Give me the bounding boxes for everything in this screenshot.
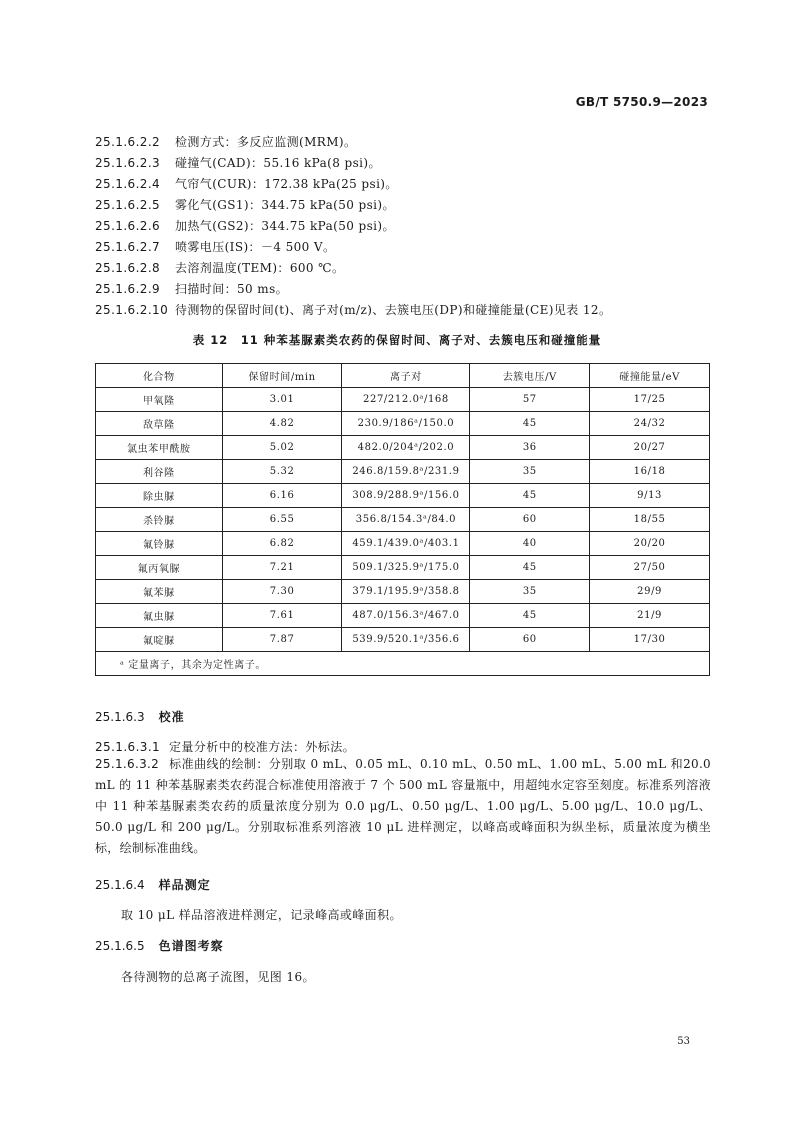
column-header: 去簇电压/V — [470, 364, 590, 388]
column-header: 化合物 — [96, 364, 223, 388]
table-cell: 杀铃脲 — [96, 508, 223, 532]
table-cell: 227/212.0ᵃ/168 — [342, 388, 470, 412]
table-cell: 482.0/204ᵃ/202.0 — [342, 436, 470, 460]
table-cell: 18/55 — [590, 508, 710, 532]
table-cell: 氟虫脲 — [96, 604, 223, 628]
clause-text: 碰撞气(CAD)：55.16 kPa(8 psi)。 — [175, 156, 381, 170]
table-cell: 6.82 — [222, 532, 342, 556]
list-item — [95, 280, 288, 297]
table-cell: 7.61 — [222, 604, 342, 628]
table-row — [96, 604, 710, 628]
table-cell: 35 — [470, 580, 590, 604]
table-cell: 45 — [470, 556, 590, 580]
column-header: 保留时间/min — [222, 364, 342, 388]
section-number: 25.1.6.5 — [95, 939, 145, 953]
paragraph-text: 标准曲线的绘制：分别取 0 mL、0.05 mL、0.10 mL、0.50 mL、1.00 mL、5.00 mL 和20.0 mL 的 11 种苯基脲素类农药混合标准使用溶液于 7 个 500 mL 容量瓶中，用超纯水定容至刻度。标准系列溶液中 11 种苯基脲素类农药的质量浓度分别为 0.0 μg/L、0.50 μg/L、1.00 μg/L、5.00 μg/L、10.0 μg/L、50.0 μg/L 和 200 μg/L。分别取标准系列溶液 10 μL 进样测定，以峰高或峰面积为纵坐标，质量浓度为横坐标，绘制标准曲线。 — [95, 757, 711, 855]
column-header: 碰撞能量/eV — [590, 364, 710, 388]
table-cell: 45 — [470, 604, 590, 628]
table-cell: 17/30 — [590, 628, 710, 652]
table-cell: 16/18 — [590, 460, 710, 484]
table-row — [96, 580, 710, 604]
table-cell: 60 — [470, 508, 590, 532]
clause-number: 25.1.6.2.8 — [95, 261, 161, 275]
table-cell: 246.8/159.8ᵃ/231.9 — [342, 460, 470, 484]
clause-number: 25.1.6.2.5 — [95, 198, 161, 212]
table-cell: 氟啶脲 — [96, 628, 223, 652]
table-cell: 氯虫苯甲酰胺 — [96, 436, 223, 460]
table-row — [96, 508, 710, 532]
table-row — [96, 388, 710, 412]
list-item — [95, 301, 611, 318]
clause-number: 25.1.6.2.10 — [95, 303, 169, 317]
table-cell: 459.1/439.0ᵃ/403.1 — [342, 532, 470, 556]
table-cell: 甲氧隆 — [96, 388, 223, 412]
column-header: 离子对 — [342, 364, 470, 388]
clause-text: 待测物的保留时间(t)、离子对(m/z)、去簇电压(DP)和碰撞能量(CE)见表 12。 — [175, 303, 612, 317]
clause-number: 25.1.6.3.2 — [95, 757, 160, 771]
table-cell: 57 — [470, 388, 590, 412]
table-cell: 7.21 — [222, 556, 342, 580]
table-cell: 7.87 — [222, 628, 342, 652]
table-cell: 36 — [470, 436, 590, 460]
table-cell: 356.8/154.3ᵃ/84.0 — [342, 508, 470, 532]
table-cell: 487.0/156.3ᵃ/467.0 — [342, 604, 470, 628]
table-cell: 17/25 — [590, 388, 710, 412]
list-item — [95, 217, 395, 234]
section-title: 样品测定 — [158, 878, 211, 892]
clause-text: 加热气(GS2)：344.75 kPa(50 psi)。 — [175, 219, 395, 233]
section-heading — [95, 876, 211, 893]
table-cell: 29/9 — [590, 580, 710, 604]
table-cell: 539.9/520.1ᵃ/356.6 — [342, 628, 470, 652]
table-cell: 21/9 — [590, 604, 710, 628]
table-cell: 308.9/288.9ᵃ/156.0 — [342, 484, 470, 508]
table-cell: 27/50 — [590, 556, 710, 580]
paragraph: 取 10 μL 样品溶液进样测定，记录峰高或峰面积。 — [121, 908, 402, 922]
table-cell: 509.1/325.9ᵃ/175.0 — [342, 556, 470, 580]
table-header-row — [96, 364, 710, 388]
table-cell: 20/27 — [590, 436, 710, 460]
calibration-paragraph — [95, 754, 711, 859]
section-number: 25.1.6.3 — [95, 710, 145, 724]
table-cell: 24/32 — [590, 412, 710, 436]
list-item — [95, 238, 335, 255]
table-row — [96, 436, 710, 460]
table-cell: 40 — [470, 532, 590, 556]
table-cell: 3.01 — [222, 388, 342, 412]
table-cell: 7.30 — [222, 580, 342, 604]
table-cell: 氟苯脲 — [96, 580, 223, 604]
table-row — [96, 532, 710, 556]
section-title: 色谱图考察 — [158, 939, 224, 953]
table-cell: 20/20 — [590, 532, 710, 556]
table-cell: 敌草隆 — [96, 412, 223, 436]
clause-number: 25.1.6.2.9 — [95, 282, 161, 296]
list-item — [95, 175, 398, 192]
page-number: 53 — [677, 1036, 690, 1047]
table-cell: 4.82 — [222, 412, 342, 436]
table-cell: 60 — [470, 628, 590, 652]
table-cell: 9/13 — [590, 484, 710, 508]
table-footnote-row — [96, 652, 710, 676]
clause-text: 去溶剂温度(TEM)：600 ℃。 — [175, 261, 345, 275]
table-row — [96, 460, 710, 484]
list-item — [95, 154, 381, 171]
table-cell: 5.02 — [222, 436, 342, 460]
table-cell: 35 — [470, 460, 590, 484]
table-cell: 氟铃脲 — [96, 532, 223, 556]
clause-text: 检测方式：多反应监测(MRM)。 — [175, 135, 357, 149]
clause-text: 喷雾电压(IS)：－4 500 V。 — [175, 240, 336, 254]
table-cell: 6.55 — [222, 508, 342, 532]
table-cell: 6.16 — [222, 484, 342, 508]
clause-number: 25.1.6.2.2 — [95, 135, 161, 149]
table-cell: 45 — [470, 484, 590, 508]
clause-number: 25.1.6.2.7 — [95, 240, 161, 254]
table-cell: 379.1/195.9ᵃ/358.8 — [342, 580, 470, 604]
table-caption: 表 12 11 种苯基脲素类农药的保留时间、离子对、去簇电压和碰撞能量 — [192, 333, 602, 347]
section-number: 25.1.6.4 — [95, 878, 145, 892]
table-cell: 除虫脲 — [96, 484, 223, 508]
table-row — [96, 412, 710, 436]
section-heading — [95, 708, 185, 725]
table-footnote: ᵃ 定量离子，其余为定性离子。 — [96, 652, 710, 676]
list-item — [95, 738, 355, 755]
clause-number: 25.1.6.3.1 — [95, 740, 161, 754]
standard-number: GB/T 5750.9—2023 — [575, 95, 708, 109]
clause-text: 气帘气(CUR)：172.38 kPa(25 psi)。 — [175, 177, 398, 191]
table-row — [96, 556, 710, 580]
clause-number: 25.1.6.2.3 — [95, 156, 161, 170]
clause-number: 25.1.6.2.4 — [95, 177, 161, 191]
section-title: 校准 — [158, 710, 185, 724]
list-item — [95, 196, 395, 213]
table-cell: 氟丙氧脲 — [96, 556, 223, 580]
clause-text: 扫描时间：50 ms。 — [175, 282, 289, 296]
section-heading — [95, 937, 224, 954]
table-cell: 230.9/186ᵃ/150.0 — [342, 412, 470, 436]
results-table — [95, 363, 710, 676]
paragraph: 各待测物的总离子流图，见图 16。 — [121, 970, 315, 984]
table-cell: 45 — [470, 412, 590, 436]
list-item — [95, 133, 356, 150]
table-cell: 5.32 — [222, 460, 342, 484]
table-row — [96, 484, 710, 508]
table-row — [96, 628, 710, 652]
clause-number: 25.1.6.2.6 — [95, 219, 161, 233]
clause-text: 雾化气(GS1)：344.75 kPa(50 psi)。 — [175, 198, 395, 212]
list-item — [95, 259, 344, 276]
table-cell: 利谷隆 — [96, 460, 223, 484]
clause-text: 定量分析中的校准方法：外标法。 — [169, 740, 356, 754]
